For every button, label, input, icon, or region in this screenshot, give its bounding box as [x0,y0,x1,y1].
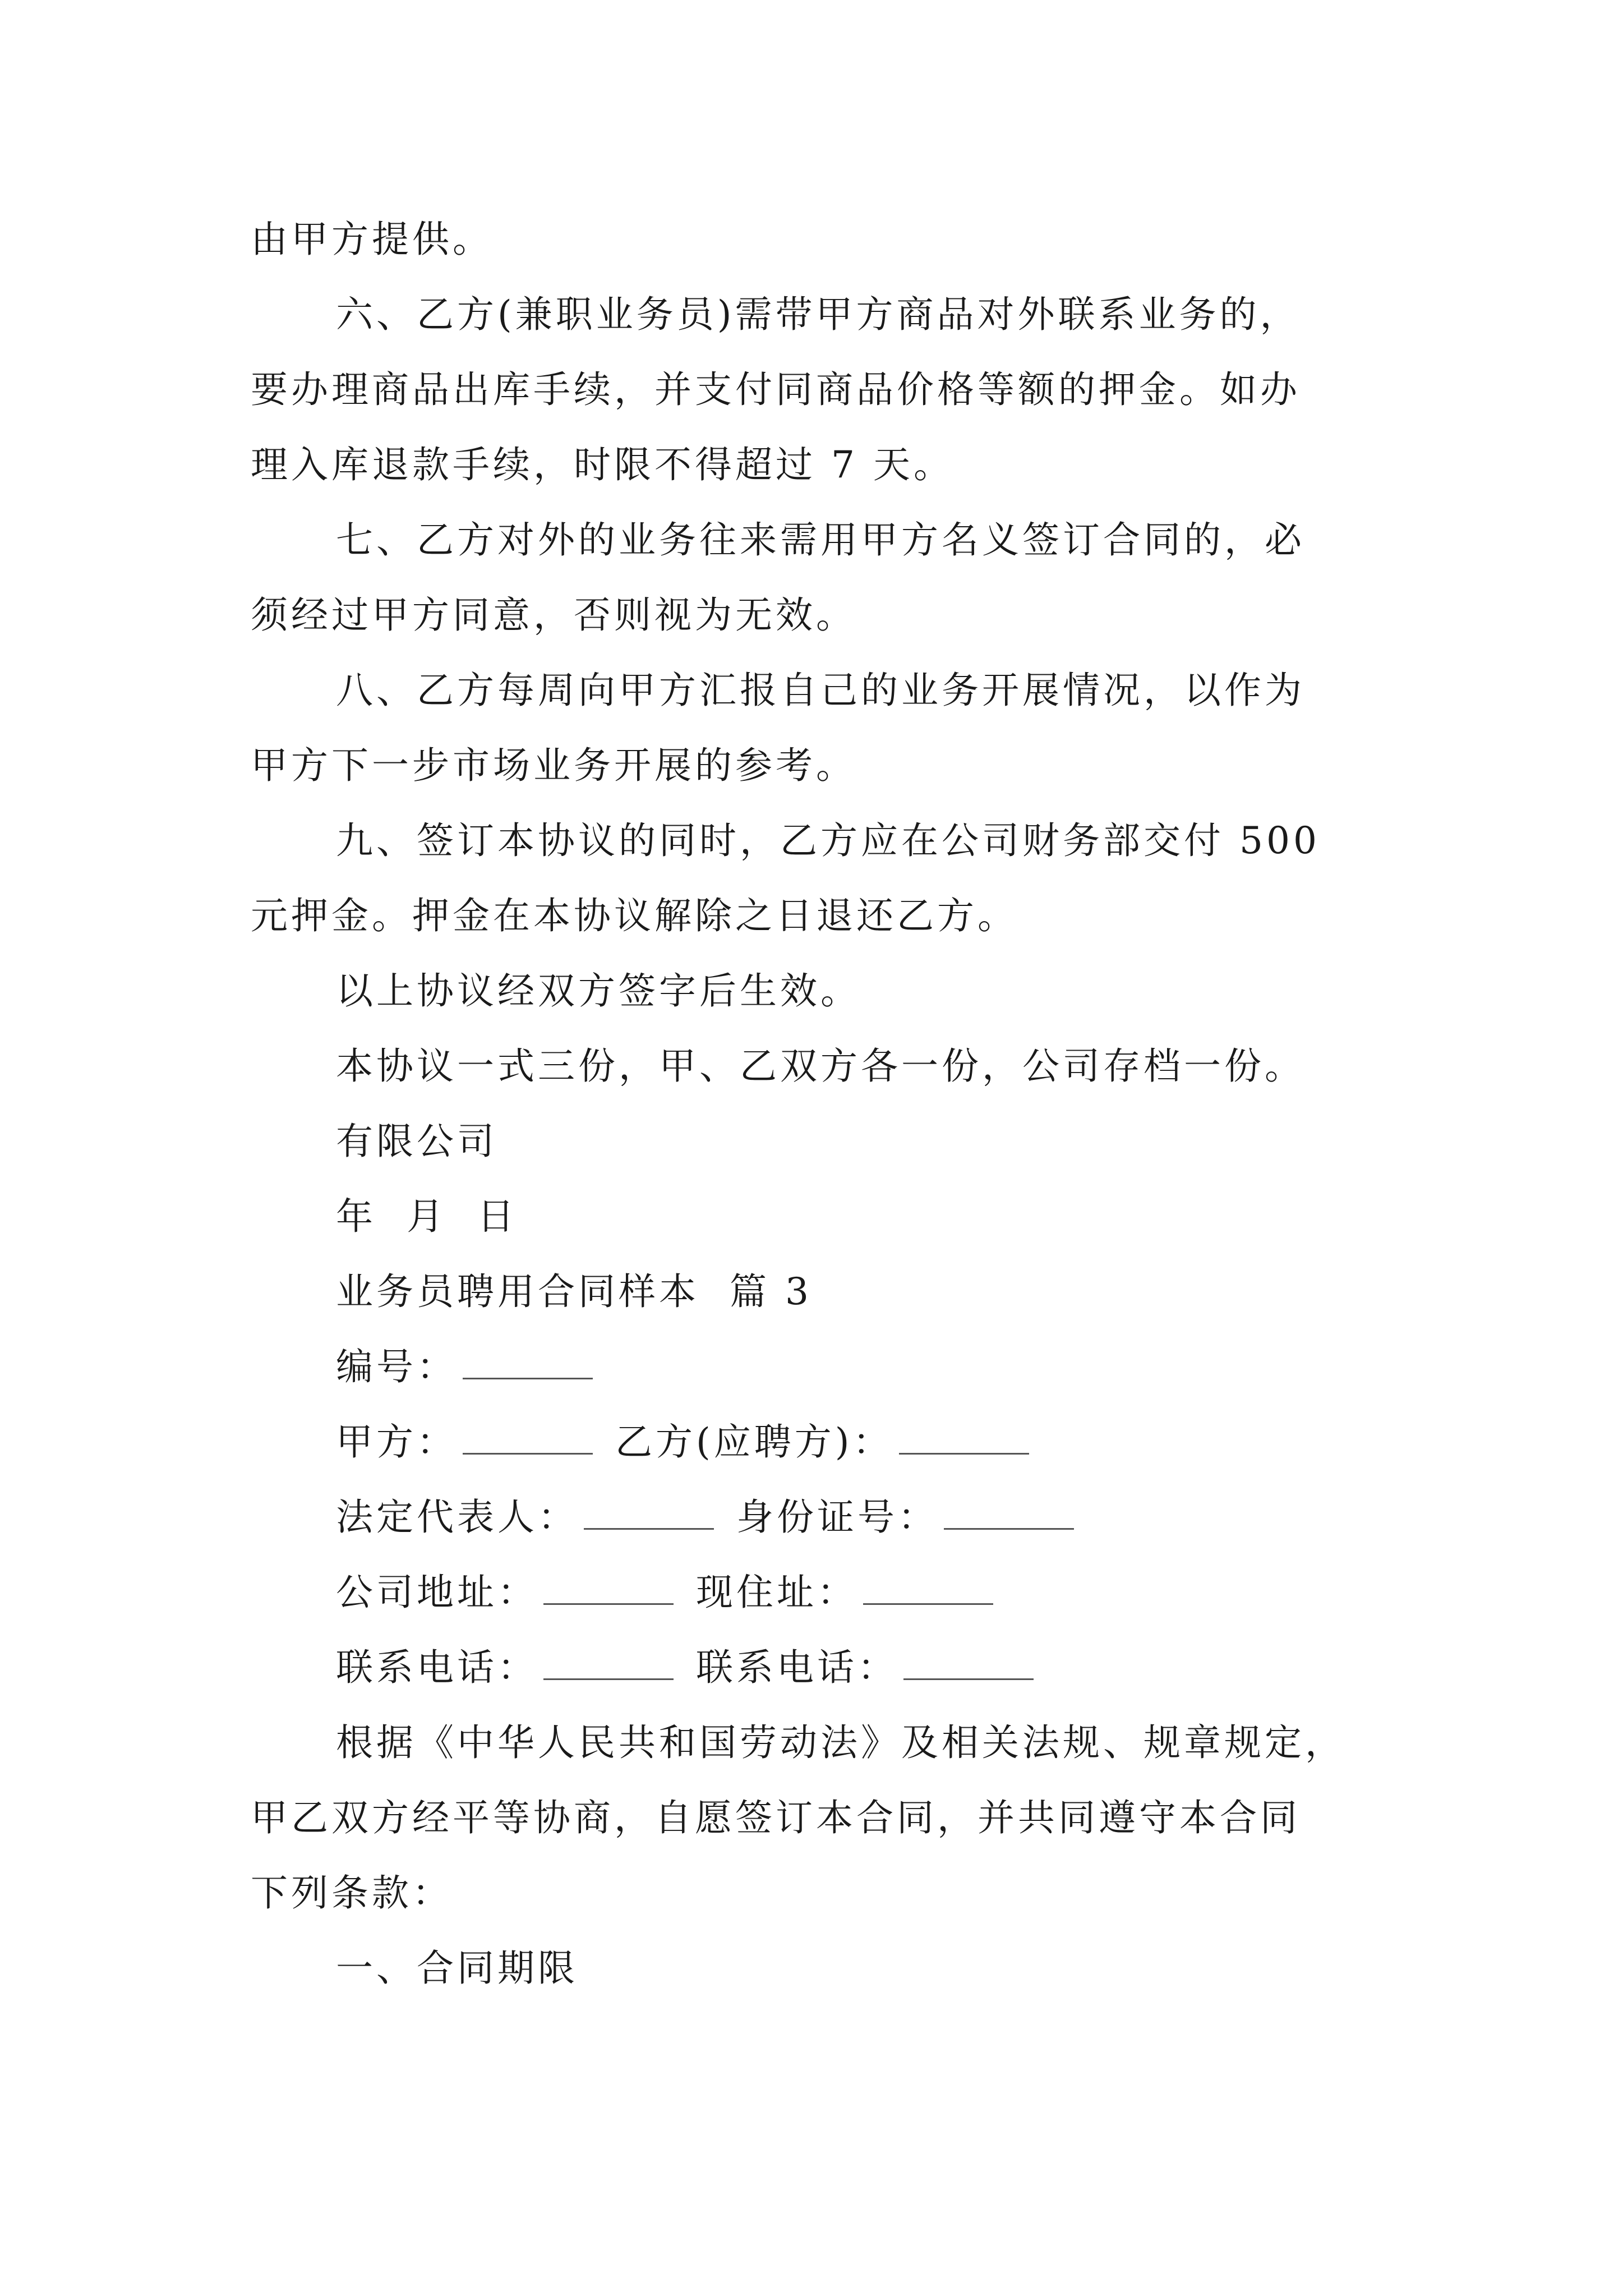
party-b-label: 乙方(应聘方)： [615,1420,893,1464]
paragraph-line: 由甲方提供。 [251,218,493,261]
company-address-blank[interactable] [543,1574,674,1605]
paragraph-line: 本协议一式三份，甲、乙双方各一份，公司存档一份。 [336,1045,1305,1088]
phone-a-blank[interactable] [543,1649,674,1680]
document-body [251,202,1400,2006]
paragraph-line: 甲乙双方经平等协商，自愿签订本合同，并共同遵守本合同 [251,1796,1301,1839]
field-row-number [251,1329,1400,1405]
current-address-label: 现住址： [696,1571,857,1614]
paragraph-line: 下列条款： [251,1871,453,1915]
phone-b-blank[interactable] [903,1649,1034,1680]
phone-a-label: 联系电话： [336,1646,538,1689]
paragraph-line: 六、乙方(兼职业务员)需带甲方商品对外联系业务的， [336,293,1301,336]
field-row-representative [251,1480,1400,1555]
paragraph-line: 八、乙方每周向甲方汇报自己的业务开展情况，以作为 [336,669,1305,712]
party-a-blank[interactable] [463,1424,593,1455]
legal-rep-blank[interactable] [584,1499,714,1530]
paragraph-line: 理入库退款手续，时限不得超过 7 天。 [251,443,954,486]
company-name-line: 有限公司 [336,1120,497,1163]
field-row-address [251,1555,1400,1630]
paragraph-line: 根据《中华人民共和国劳动法》及相关法规、规章规定， [336,1721,1345,1764]
party-a-label: 甲方： [336,1420,457,1464]
party-b-blank[interactable] [899,1424,1029,1455]
paragraph-line: 七、乙方对外的业务往来需用甲方名义签订合同的，必 [336,518,1305,562]
company-address-label: 公司地址： [336,1571,538,1614]
paragraph-line: 以上协议经双方签字后生效。 [336,969,861,1013]
number-blank[interactable] [463,1349,593,1379]
paragraph-line: 要办理商品出库手续，并支付同商品价格等额的押金。如办 [251,368,1301,411]
id-number-label: 身份证号： [736,1496,938,1539]
paragraph-line: 元押金。押金在本协议解除之日退还乙方。 [251,894,1018,937]
paragraph-line: 甲方下一步市场业务开展的参考。 [251,744,856,787]
date-line: 年 月 日 [336,1195,518,1238]
clause-heading: 一、合同期限 [336,1947,578,1990]
phone-b-label: 联系电话： [696,1646,898,1689]
current-address-blank[interactable] [863,1574,993,1605]
paragraph-line: 九、签订本协议的同时，乙方应在公司财务部交付 500 [336,819,1320,862]
number-label: 编号： [336,1345,457,1388]
field-row-phone [251,1630,1400,1705]
id-number-blank[interactable] [944,1499,1074,1530]
paragraph-line: 须经过甲方同意，否则视为无效。 [251,593,856,637]
field-row-parties [251,1405,1400,1480]
legal-rep-label: 法定代表人： [336,1496,578,1539]
section-title: 业务员聘用合同样本 篇 3 [336,1270,812,1313]
